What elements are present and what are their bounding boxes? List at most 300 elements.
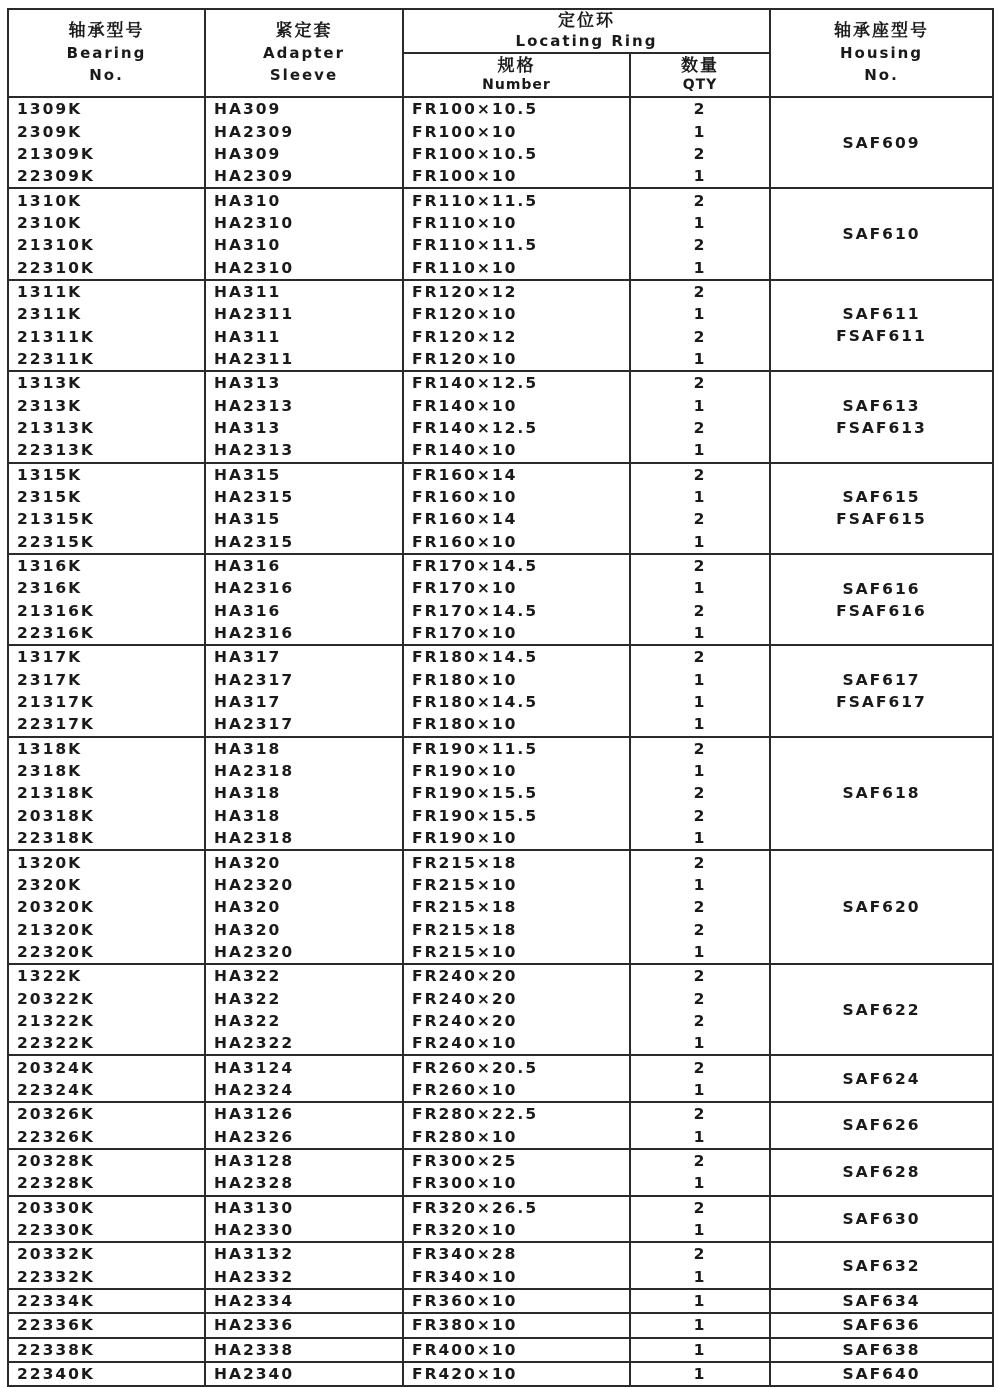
bearing-no-cell: 21313K <box>8 417 205 439</box>
housing-no-cell <box>770 1362 993 1386</box>
bearing-no-cell: 1322K <box>8 964 205 987</box>
housing-no-cell <box>770 737 993 851</box>
locating-ring-cell: FR160×10 <box>403 531 630 554</box>
locating-ring-cell: FR240×20 <box>403 987 630 1009</box>
table-row <box>8 1242 993 1265</box>
qty-header-zh: 数量 <box>681 56 719 76</box>
housing-no: FSAF616 <box>836 601 927 620</box>
bearing-no-cell: 2313K <box>8 394 205 416</box>
adapter-sleeve-cell: HA2310 <box>205 212 403 234</box>
qty-cell: 1 <box>630 1313 770 1337</box>
adapter-sleeve-cell: HA3130 <box>205 1196 403 1219</box>
locating-ring-cell: FR160×10 <box>403 486 630 508</box>
adapter-sleeve-cell: HA2338 <box>205 1338 403 1362</box>
locating-ring-cell: FR110×10 <box>403 256 630 279</box>
adapter-sleeve-cell: HA2324 <box>205 1079 403 1102</box>
bearing-column-header <box>8 9 205 97</box>
adapter-sleeve-cell: HA2317 <box>205 713 403 736</box>
housing-no-cell <box>770 1242 993 1289</box>
qty-cell: 2 <box>630 1149 770 1172</box>
locating-ring-cell: FR215×10 <box>403 941 630 964</box>
adapter-sleeve-cell: HA2315 <box>205 486 403 508</box>
bearing-no-cell: 1313K <box>8 371 205 394</box>
locating-ring-cell: FR400×10 <box>403 1338 630 1362</box>
qty-cell: 2 <box>630 805 770 827</box>
locating-ring-cell: FR190×11.5 <box>403 737 630 760</box>
housing-no: SAF620 <box>842 898 921 917</box>
qty-cell: 1 <box>630 303 770 325</box>
bearing-no-cell: 22332K <box>8 1266 205 1289</box>
housing-no: SAF618 <box>842 784 921 803</box>
locating-ring-cell: FR190×10 <box>403 760 630 782</box>
housing-no: SAF610 <box>842 225 921 244</box>
adapter-sleeve-cell: HA320 <box>205 918 403 940</box>
housing-no: SAF616 <box>842 579 921 598</box>
qty-cell: 1 <box>630 691 770 713</box>
ring-header-en: Locating Ring <box>515 32 658 50</box>
qty-cell: 1 <box>630 941 770 964</box>
housing-no: SAF615 <box>842 488 921 507</box>
table-row <box>8 1149 993 1172</box>
locating-ring-cell: FR215×18 <box>403 918 630 940</box>
bearing-no-cell: 22336K <box>8 1313 205 1337</box>
bearing-no-cell: 1317K <box>8 645 205 668</box>
qty-cell: 2 <box>630 987 770 1009</box>
locating-ring-cell: FR240×20 <box>403 1010 630 1032</box>
locating-ring-cell: FR160×14 <box>403 508 630 530</box>
adapter-sleeve-cell: HA3132 <box>205 1242 403 1265</box>
sleeve-column-header <box>205 9 403 97</box>
adapter-sleeve-cell: HA313 <box>205 417 403 439</box>
table-row <box>8 554 993 577</box>
bearing-no-cell: 22322K <box>8 1032 205 1055</box>
qty-cell: 1 <box>630 212 770 234</box>
housing-header-no: No. <box>864 66 899 84</box>
locating-ring-cell: FR110×11.5 <box>403 188 630 211</box>
qty-cell: 2 <box>630 280 770 303</box>
adapter-sleeve-cell: HA2326 <box>205 1125 403 1148</box>
adapter-sleeve-cell: HA317 <box>205 645 403 668</box>
bearing-header-no: No. <box>89 66 124 84</box>
table-row <box>8 1313 993 1337</box>
locating-ring-cell: FR120×10 <box>403 348 630 371</box>
housing-no: SAF617 <box>842 670 921 689</box>
bearing-no-cell: 22313K <box>8 439 205 462</box>
adapter-sleeve-cell: HA2309 <box>205 165 403 188</box>
bearing-no-cell: 1315K <box>8 463 205 486</box>
locating-ring-cell: FR180×14.5 <box>403 691 630 713</box>
adapter-sleeve-cell: HA2332 <box>205 1266 403 1289</box>
qty-cell: 2 <box>630 188 770 211</box>
housing-no: SAF611 <box>842 305 921 324</box>
qty-cell: 2 <box>630 463 770 486</box>
table-row <box>8 1338 993 1362</box>
bearing-no-cell: 20328K <box>8 1149 205 1172</box>
qty-cell: 1 <box>630 874 770 896</box>
qty-cell: 2 <box>630 1055 770 1078</box>
qty-cell: 2 <box>630 850 770 873</box>
locating-ring-cell: FR300×25 <box>403 1149 630 1172</box>
adapter-sleeve-cell: HA2336 <box>205 1313 403 1337</box>
bearing-no-cell: 1318K <box>8 737 205 760</box>
qty-cell: 2 <box>630 143 770 165</box>
locating-ring-cell: FR110×11.5 <box>403 234 630 256</box>
adapter-sleeve-cell: HA2322 <box>205 1032 403 1055</box>
bearing-spec-table <box>7 8 994 1387</box>
adapter-sleeve-cell: HA2340 <box>205 1362 403 1386</box>
housing-no: FSAF617 <box>836 692 927 711</box>
bearing-no-cell: 1309K <box>8 97 205 120</box>
locating-ring-cell: FR100×10.5 <box>403 143 630 165</box>
housing-no-cell <box>770 1055 993 1102</box>
adapter-sleeve-cell: HA3124 <box>205 1055 403 1078</box>
adapter-sleeve-cell: HA2318 <box>205 760 403 782</box>
table-row <box>8 371 993 394</box>
number-column-header <box>403 53 630 97</box>
locating-ring-cell: FR100×10.5 <box>403 97 630 120</box>
qty-cell: 1 <box>630 1125 770 1148</box>
adapter-sleeve-cell: HA309 <box>205 97 403 120</box>
housing-no-cell <box>770 1338 993 1362</box>
bearing-no-cell: 22340K <box>8 1362 205 1386</box>
locating-ring-cell: FR100×10 <box>403 120 630 142</box>
bearing-no-cell: 22330K <box>8 1219 205 1242</box>
locating-ring-cell: FR420×10 <box>403 1362 630 1386</box>
adapter-sleeve-cell: HA3128 <box>205 1149 403 1172</box>
bearing-no-cell: 20318K <box>8 805 205 827</box>
locating-ring-cell: FR140×10 <box>403 394 630 416</box>
qty-column-header <box>630 53 770 97</box>
adapter-sleeve-cell: HA311 <box>205 280 403 303</box>
bearing-no-cell: 21311K <box>8 325 205 347</box>
housing-no: SAF628 <box>842 1163 921 1182</box>
bearing-no-cell: 2309K <box>8 120 205 142</box>
bearing-no-cell: 1316K <box>8 554 205 577</box>
bearing-no-cell: 2310K <box>8 212 205 234</box>
housing-no: SAF622 <box>842 1000 921 1019</box>
adapter-sleeve-cell: HA315 <box>205 463 403 486</box>
locating-ring-cell: FR110×10 <box>403 212 630 234</box>
locating-ring-cell: FR190×15.5 <box>403 805 630 827</box>
qty-cell: 1 <box>630 827 770 850</box>
adapter-sleeve-cell: HA316 <box>205 600 403 622</box>
housing-no: SAF636 <box>842 1316 921 1335</box>
qty-cell: 1 <box>630 531 770 554</box>
bearing-no-cell: 21315K <box>8 508 205 530</box>
bearing-no-cell: 22334K <box>8 1289 205 1313</box>
adapter-sleeve-cell: HA2334 <box>205 1289 403 1313</box>
qty-cell: 1 <box>630 760 770 782</box>
table-row <box>8 645 993 668</box>
locating-ring-cell: FR120×12 <box>403 280 630 303</box>
adapter-sleeve-cell: HA2313 <box>205 394 403 416</box>
qty-cell: 1 <box>630 486 770 508</box>
bearing-no-cell: 22315K <box>8 531 205 554</box>
housing-no: FSAF611 <box>836 327 927 346</box>
qty-cell: 1 <box>630 394 770 416</box>
bearing-no-cell: 21320K <box>8 918 205 940</box>
locating-ring-cell: FR140×12.5 <box>403 371 630 394</box>
housing-no-cell <box>770 554 993 645</box>
bearing-no-cell: 2311K <box>8 303 205 325</box>
qty-cell: 1 <box>630 120 770 142</box>
table-row <box>8 280 993 303</box>
bearing-no-cell: 21309K <box>8 143 205 165</box>
housing-no: SAF640 <box>842 1365 921 1384</box>
housing-no: FSAF613 <box>836 418 927 437</box>
qty-cell: 2 <box>630 1102 770 1125</box>
table-row <box>8 1362 993 1386</box>
adapter-sleeve-cell: HA322 <box>205 987 403 1009</box>
locating-ring-cell: FR340×10 <box>403 1266 630 1289</box>
housing-header-zh: 轴承座型号 <box>834 21 929 41</box>
bearing-no-cell: 20322K <box>8 987 205 1009</box>
table-row <box>8 188 993 211</box>
qty-cell: 2 <box>630 600 770 622</box>
adapter-sleeve-cell: HA316 <box>205 554 403 577</box>
qty-cell: 2 <box>630 417 770 439</box>
adapter-sleeve-cell: HA2328 <box>205 1172 403 1195</box>
qty-cell: 2 <box>630 645 770 668</box>
locating-ring-cell: FR170×14.5 <box>403 554 630 577</box>
adapter-sleeve-cell: HA309 <box>205 143 403 165</box>
locating-ring-cell: FR100×10 <box>403 165 630 188</box>
bearing-no-cell: 22324K <box>8 1079 205 1102</box>
qty-cell: 2 <box>630 1010 770 1032</box>
housing-no: SAF626 <box>842 1116 921 1135</box>
bearing-no-cell: 21318K <box>8 782 205 804</box>
housing-no: SAF630 <box>842 1209 921 1228</box>
adapter-sleeve-cell: HA2313 <box>205 439 403 462</box>
qty-cell: 2 <box>630 1196 770 1219</box>
housing-no-cell <box>770 964 993 1055</box>
adapter-sleeve-cell: HA315 <box>205 508 403 530</box>
locating-ring-cell: FR170×10 <box>403 622 630 645</box>
housing-no: SAF634 <box>842 1292 921 1311</box>
locating-ring-cell: FR240×20 <box>403 964 630 987</box>
bearing-no-cell: 22311K <box>8 348 205 371</box>
adapter-sleeve-cell: HA320 <box>205 850 403 873</box>
table-row <box>8 850 993 873</box>
qty-cell: 1 <box>630 1079 770 1102</box>
housing-no-cell <box>770 188 993 279</box>
locating-ring-cell: FR170×14.5 <box>403 600 630 622</box>
qty-cell: 1 <box>630 1219 770 1242</box>
qty-cell: 2 <box>630 1242 770 1265</box>
adapter-sleeve-cell: HA318 <box>205 805 403 827</box>
bearing-no-cell: 22318K <box>8 827 205 850</box>
table-header <box>8 9 993 97</box>
housing-no-cell <box>770 850 993 964</box>
sleeve-header-sleeve: Sleeve <box>269 66 339 84</box>
bearing-no-cell: 20324K <box>8 1055 205 1078</box>
housing-no-cell <box>770 1149 993 1196</box>
qty-cell: 1 <box>630 577 770 599</box>
bearing-no-cell: 22317K <box>8 713 205 736</box>
locating-ring-cell: FR120×12 <box>403 325 630 347</box>
adapter-sleeve-cell: HA317 <box>205 691 403 713</box>
adapter-sleeve-cell: HA310 <box>205 234 403 256</box>
bearing-no-cell: 22328K <box>8 1172 205 1195</box>
housing-no: SAF613 <box>842 396 921 415</box>
locating-ring-cell: FR140×10 <box>403 439 630 462</box>
bearing-no-cell: 21322K <box>8 1010 205 1032</box>
qty-cell: 1 <box>630 1032 770 1055</box>
qty-cell: 2 <box>630 782 770 804</box>
bearing-no-cell: 22320K <box>8 941 205 964</box>
housing-header-en: Housing <box>839 44 924 62</box>
adapter-sleeve-cell: HA2318 <box>205 827 403 850</box>
locating-ring-cell: FR180×10 <box>403 669 630 691</box>
bearing-no-cell: 1311K <box>8 280 205 303</box>
sleeve-header-zh: 紧定套 <box>275 21 333 41</box>
bearing-no-cell: 22309K <box>8 165 205 188</box>
table-row <box>8 1055 993 1078</box>
adapter-sleeve-cell: HA310 <box>205 188 403 211</box>
locating-ring-cell: FR260×10 <box>403 1079 630 1102</box>
qty-header-en: QTY <box>682 77 718 93</box>
housing-no: SAF632 <box>842 1256 921 1275</box>
adapter-sleeve-cell: HA322 <box>205 1010 403 1032</box>
locating-ring-cell: FR240×10 <box>403 1032 630 1055</box>
adapter-sleeve-cell: HA2311 <box>205 348 403 371</box>
qty-cell: 2 <box>630 508 770 530</box>
bearing-no-cell: 20320K <box>8 896 205 918</box>
adapter-sleeve-cell: HA320 <box>205 896 403 918</box>
number-header-en: Number <box>482 77 551 93</box>
locating-ring-cell: FR300×10 <box>403 1172 630 1195</box>
housing-column-header <box>770 9 993 97</box>
table-row <box>8 97 993 120</box>
locating-ring-cell: FR320×10 <box>403 1219 630 1242</box>
table-row <box>8 964 993 987</box>
bearing-no-cell: 20326K <box>8 1102 205 1125</box>
adapter-sleeve-cell: HA2311 <box>205 303 403 325</box>
locating-ring-cell: FR260×20.5 <box>403 1055 630 1078</box>
locating-ring-cell: FR380×10 <box>403 1313 630 1337</box>
locating-ring-cell: FR215×18 <box>403 850 630 873</box>
bearing-no-cell: 22338K <box>8 1338 205 1362</box>
locating-ring-cell: FR170×10 <box>403 577 630 599</box>
bearing-no-cell: 22310K <box>8 256 205 279</box>
qty-cell: 1 <box>630 1172 770 1195</box>
qty-cell: 2 <box>630 371 770 394</box>
bearing-no-cell: 20332K <box>8 1242 205 1265</box>
bearing-no-cell: 21310K <box>8 234 205 256</box>
housing-no-cell <box>770 97 993 188</box>
housing-no: SAF609 <box>842 133 921 152</box>
housing-no-cell <box>770 371 993 462</box>
locating-ring-cell: FR215×18 <box>403 896 630 918</box>
bearing-no-cell: 2315K <box>8 486 205 508</box>
bearing-no-cell: 2318K <box>8 760 205 782</box>
locating-ring-cell: FR320×26.5 <box>403 1196 630 1219</box>
locating-ring-cell: FR190×15.5 <box>403 782 630 804</box>
adapter-sleeve-cell: HA2316 <box>205 577 403 599</box>
locating-ring-cell: FR215×10 <box>403 874 630 896</box>
housing-no-cell <box>770 1289 993 1313</box>
locating-ring-cell: FR340×28 <box>403 1242 630 1265</box>
ring-group-header <box>403 9 770 53</box>
housing-no: FSAF615 <box>836 510 927 529</box>
qty-cell: 2 <box>630 97 770 120</box>
bearing-no-cell: 1320K <box>8 850 205 873</box>
adapter-sleeve-cell: HA2310 <box>205 256 403 279</box>
adapter-sleeve-cell: HA2309 <box>205 120 403 142</box>
locating-ring-cell: FR120×10 <box>403 303 630 325</box>
table-body <box>8 97 993 1386</box>
qty-cell: 2 <box>630 554 770 577</box>
locating-ring-cell: FR280×10 <box>403 1125 630 1148</box>
qty-cell: 1 <box>630 348 770 371</box>
adapter-sleeve-cell: HA311 <box>205 325 403 347</box>
housing-no-cell <box>770 645 993 736</box>
qty-cell: 2 <box>630 737 770 760</box>
housing-no-cell <box>770 1196 993 1243</box>
adapter-sleeve-cell: HA322 <box>205 964 403 987</box>
bearing-no-cell: 2320K <box>8 874 205 896</box>
locating-ring-cell: FR190×10 <box>403 827 630 850</box>
table-row <box>8 1196 993 1219</box>
qty-cell: 1 <box>630 256 770 279</box>
bearing-no-cell: 2317K <box>8 669 205 691</box>
sleeve-header-en: Adapter <box>263 44 345 62</box>
housing-no: SAF624 <box>842 1069 921 1088</box>
ring-header-zh: 定位环 <box>558 11 615 31</box>
bearing-no-cell: 22316K <box>8 622 205 645</box>
table-row <box>8 1289 993 1313</box>
housing-no-cell <box>770 1102 993 1149</box>
housing-no-cell <box>770 463 993 554</box>
adapter-sleeve-cell: HA2316 <box>205 622 403 645</box>
bearing-header-en: Bearing <box>66 44 147 62</box>
bearing-no-cell: 21316K <box>8 600 205 622</box>
bearing-no-cell: 21317K <box>8 691 205 713</box>
locating-ring-cell: FR360×10 <box>403 1289 630 1313</box>
qty-cell: 2 <box>630 896 770 918</box>
adapter-sleeve-cell: HA318 <box>205 737 403 760</box>
adapter-sleeve-cell: HA2315 <box>205 531 403 554</box>
qty-cell: 1 <box>630 669 770 691</box>
locating-ring-cell: FR180×10 <box>403 713 630 736</box>
qty-cell: 1 <box>630 713 770 736</box>
locating-ring-cell: FR140×12.5 <box>403 417 630 439</box>
spec-table-container <box>7 8 992 1387</box>
adapter-sleeve-cell: HA2320 <box>205 874 403 896</box>
bearing-no-cell: 20330K <box>8 1196 205 1219</box>
locating-ring-cell: FR280×22.5 <box>403 1102 630 1125</box>
number-header-zh: 规格 <box>497 56 536 76</box>
qty-cell: 2 <box>630 325 770 347</box>
qty-cell: 2 <box>630 234 770 256</box>
adapter-sleeve-cell: HA2330 <box>205 1219 403 1242</box>
bearing-no-cell: 2316K <box>8 577 205 599</box>
housing-no-cell <box>770 1313 993 1337</box>
bearing-no-cell: 1310K <box>8 188 205 211</box>
qty-cell: 1 <box>630 1266 770 1289</box>
adapter-sleeve-cell: HA2317 <box>205 669 403 691</box>
bearing-no-cell: 22326K <box>8 1125 205 1148</box>
bearing-header-zh: 轴承型号 <box>68 21 145 41</box>
qty-cell: 1 <box>630 439 770 462</box>
locating-ring-cell: FR160×14 <box>403 463 630 486</box>
qty-cell: 1 <box>630 1362 770 1386</box>
qty-cell: 1 <box>630 622 770 645</box>
housing-no-cell <box>770 280 993 371</box>
qty-cell: 2 <box>630 918 770 940</box>
locating-ring-cell: FR180×14.5 <box>403 645 630 668</box>
housing-no: SAF638 <box>842 1340 921 1359</box>
